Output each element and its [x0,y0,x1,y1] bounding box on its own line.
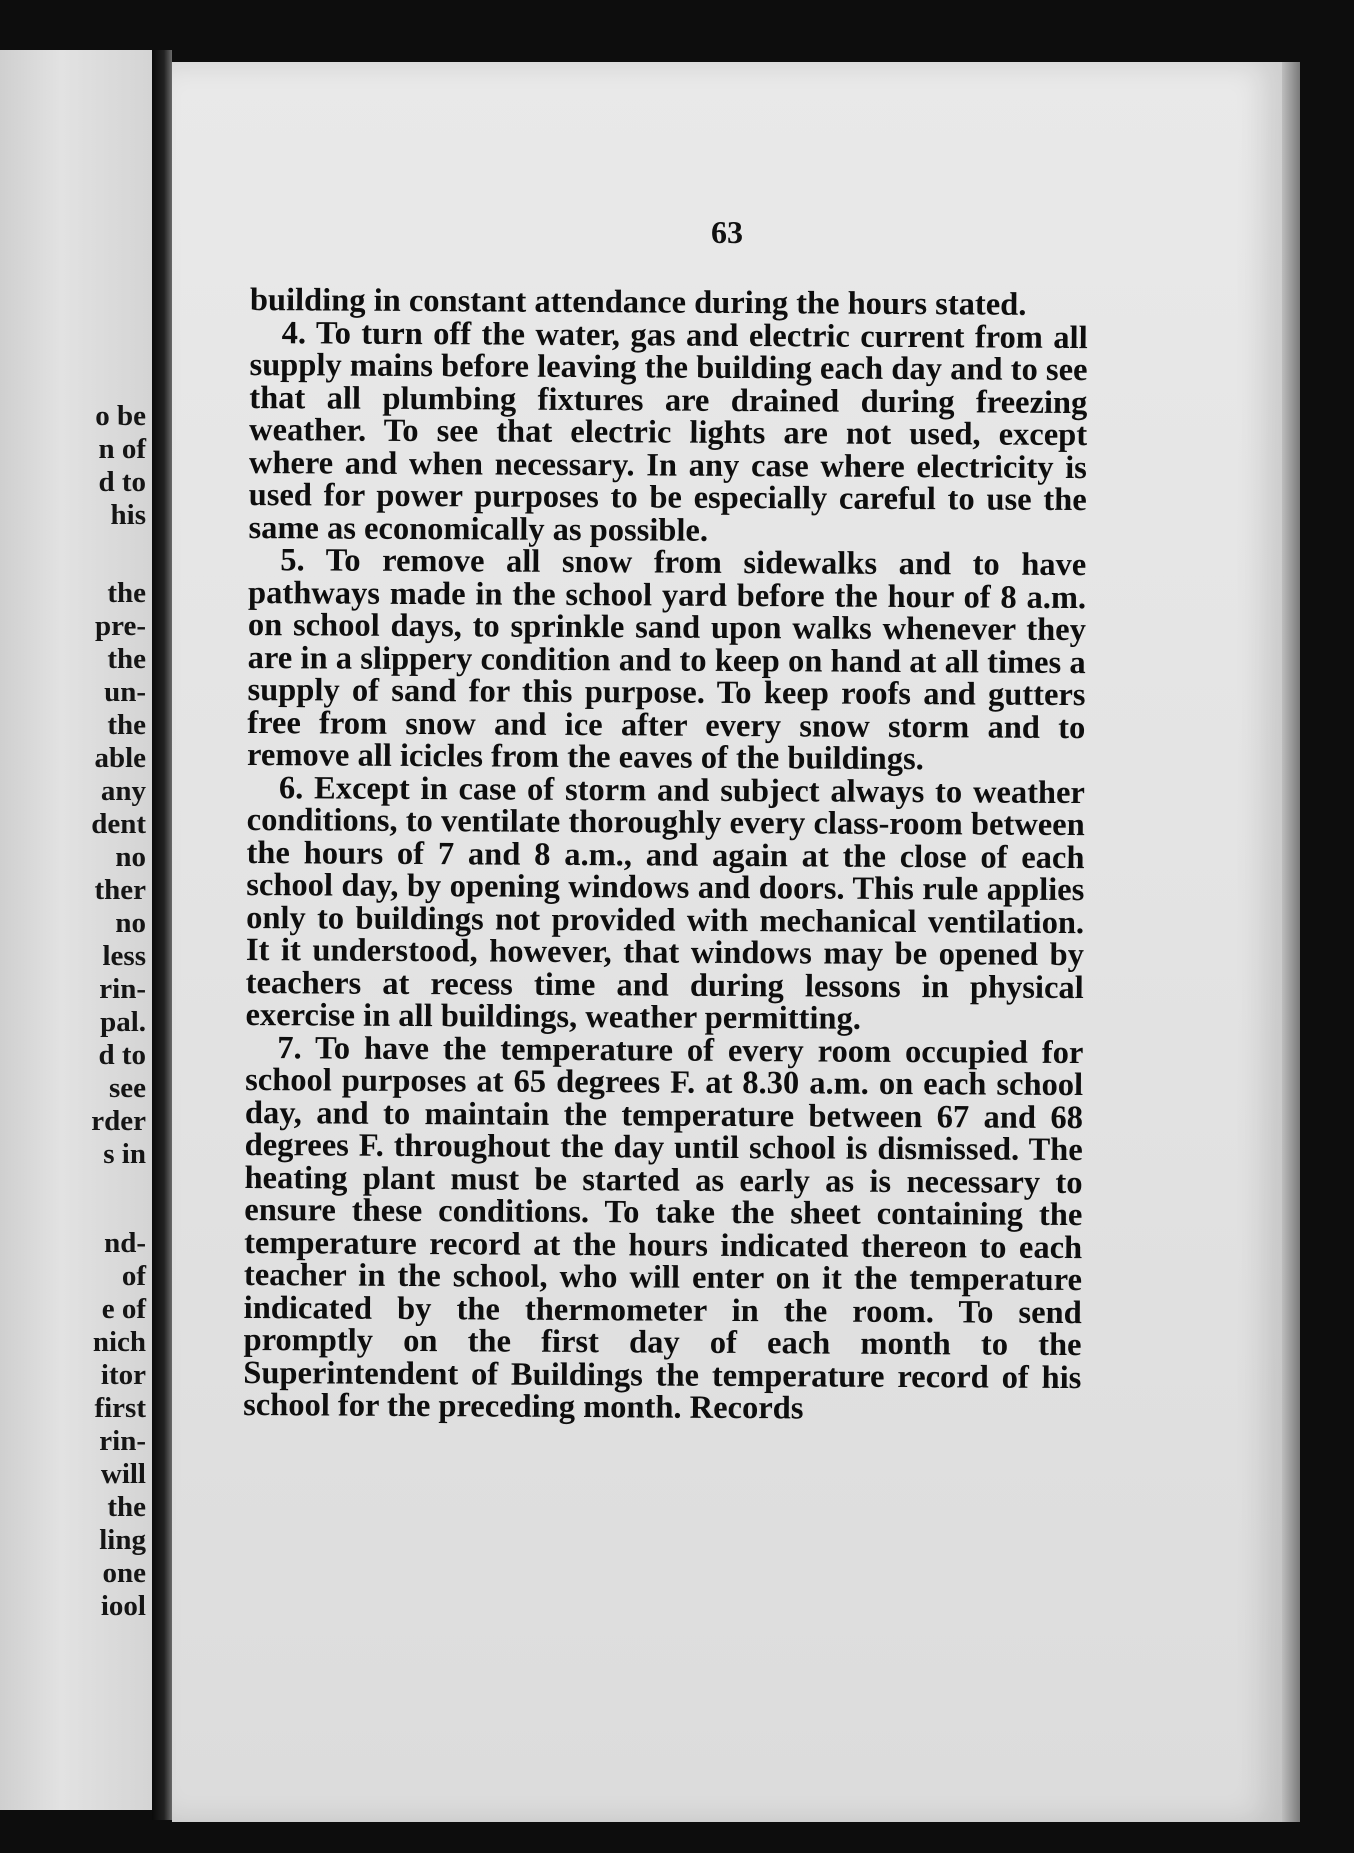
paragraph-rule-5: 5. To remove all snow from sidewalks and to have pathways made in the school yard before the hour of 8 a.m. on school days, to sprinkle sand upon walks whenever they are in a slippery condition and to keep on hand at all times a supply of sand for this purpose. To keep roofs and gutters free from snow and ice after every snow storm and to remove all icicles from the eaves of the buildings. [247,542,1087,778]
left-fragment: the [107,643,146,675]
left-fragment: any [100,775,146,807]
left-fragment: s in [103,1138,146,1170]
left-fragment: d to [98,466,146,498]
left-fragment: ling [99,1524,146,1556]
left-fragment: itor [100,1359,146,1391]
left-fragment: nich [92,1326,146,1358]
left-facing-page [0,50,152,1810]
left-fragment: n of [98,433,146,465]
left-fragment: ther [94,874,146,906]
left-fragment: no [115,907,146,939]
left-fragment: dent [91,808,146,840]
left-page-text-fragments [6,50,146,1810]
left-fragment: no [115,841,146,873]
left-fragment: rder [91,1105,146,1137]
paragraph-rule-6: 6. Except in case of storm and subject always to weather conditions, to ventilate thoroughly every class-room between the hours of 7 and 8 a.m., and again at the close of each school day, by opening windows and doors. This rule applies only to buildings not provided with mechanical ventilation. It it understood, however, that windows may be opened by teachers at recess time and during lessons in physical exercise in all buildings, weather permitting. [245,769,1086,1037]
left-fragment: iool [100,1590,146,1622]
left-fragment: the [107,1491,146,1523]
left-fragment: o be [95,400,146,432]
paragraph-rule-7: 7. To have the temperature of every room occupied for school purposes at 65 degrees F. at 8.30 a.m. on each school day, and to maintain the temperature between 67 and 68 degrees F. throughout the day until school is dismissed. The heating plant must be started as early as is necessary to ensure these conditions. To take the sheet containing the temperature record at the hours indicated thereon to each teacher in the school, who will enter on it the temperature indicated by the thermometer in the room. To send promptly on the first day of each month to the Superintendent of Buildings the temperature record of his school for the preceding month. Records [243,1029,1084,1427]
page-number: 63 [711,214,743,250]
left-fragment: first [94,1392,146,1424]
left-fragment: pre- [94,610,146,642]
left-fragment: the [107,709,146,741]
left-fragment: able [94,742,146,774]
left-fragment: un- [104,676,146,708]
left-fragment: rin- [99,973,146,1005]
paragraph-continuation: building in constant attendance during the hours stated. [249,282,1027,323]
left-fragment: rin- [99,1425,146,1457]
left-fragment: nd- [104,1227,146,1259]
left-fragment: will [100,1458,146,1490]
page-right-edge [1282,62,1300,1822]
left-fragment: e of [101,1293,146,1325]
page-body [243,284,1088,1427]
left-fragment: see [108,1072,146,1104]
paragraph-rule-4: 4. To turn off the water, gas and electric current from all supply mains before leaving the building each day and to see that all plumbing fixtures are drained during freezing weather. To see that electric lights are not used, except where and when necessary. In any case where electricity is used for power purposes to be especially careful to use the same as economically as possible. [248,314,1088,549]
left-fragment: the [107,577,146,609]
left-fragment: his [110,499,146,531]
left-fragment: one [102,1557,146,1589]
left-fragment: pal. [100,1006,146,1038]
book-gutter [152,50,172,1820]
left-fragment: less [102,940,146,972]
left-fragment: d to [98,1039,146,1071]
left-fragment: of [121,1260,146,1292]
main-page [172,62,1282,1822]
